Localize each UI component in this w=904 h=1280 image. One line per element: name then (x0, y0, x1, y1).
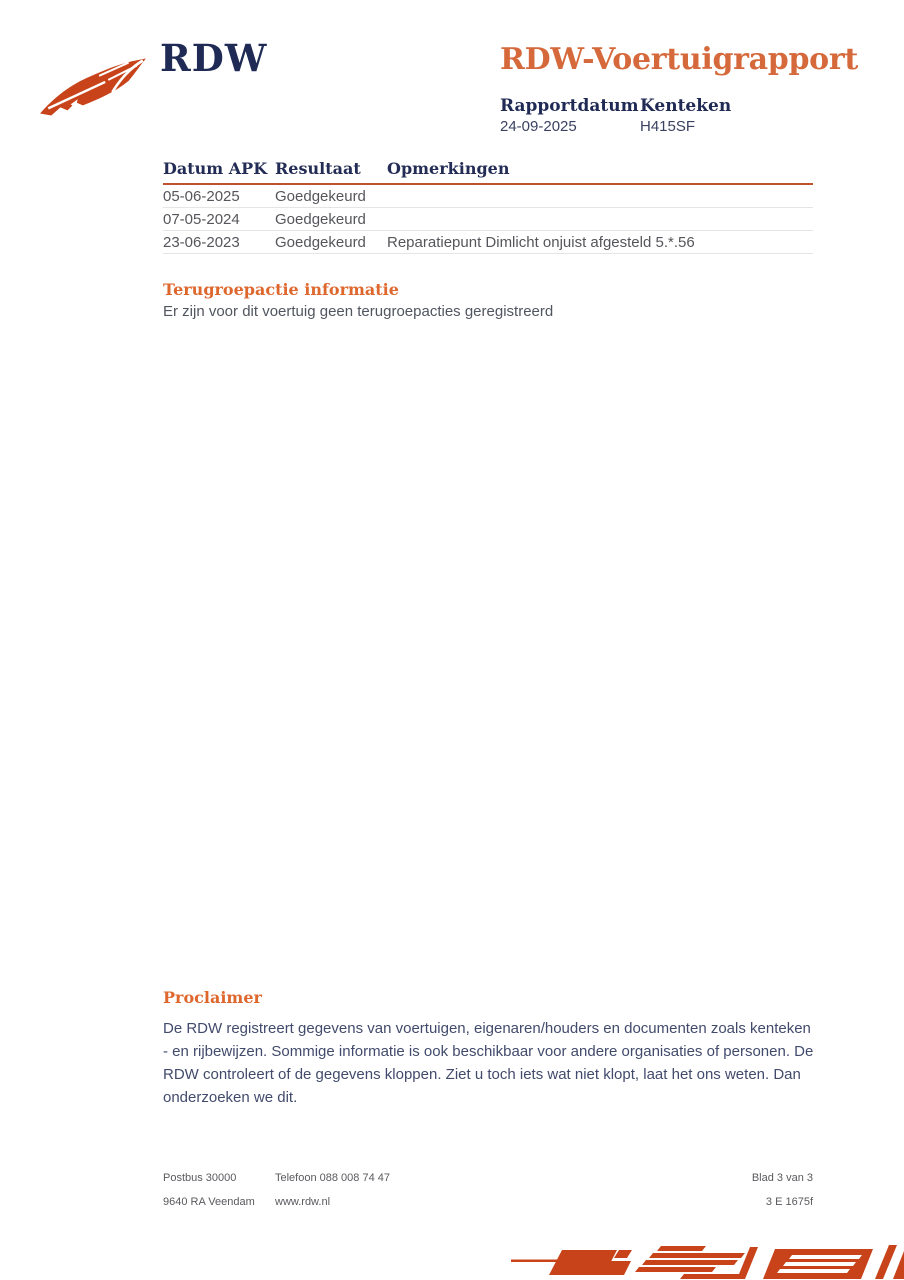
table-row (163, 184, 813, 208)
page-title: RDW-Voertuigrapport (500, 42, 858, 77)
apk-history-table (163, 159, 813, 254)
rdw-stripes-graphic (505, 1241, 904, 1280)
footer-page-indicator: Blad 3 van 3 (751, 1172, 813, 1184)
footer-doc-code: 3 E 1675f (765, 1196, 813, 1208)
proclaimer-section-text: De RDW registreert gegevens van voertuigen, eigenaren/houders en documenten zoals kenteken - en rijbewijzen. Sommige informatie is ook beschikbaar voor andere organisaties of personen. De RDW controleert of de gegevens kloppen. Ziet u toch iets wat niet klopt, laat het ons weten. Dan onderzoeken we dit. (163, 1020, 814, 1106)
table-row (163, 231, 813, 254)
table-row (163, 208, 813, 231)
report-date-label: Rapportdatum (500, 96, 639, 116)
report-date-value: 24-09-2025 (500, 118, 577, 135)
cell-opmerkingen (387, 184, 813, 208)
footer-phone: Telefoon 088 008 74 47 (275, 1172, 390, 1184)
footer-address-line2: 9640 RA Veendam (163, 1196, 255, 1208)
cell-datum: 23-06-2023 (163, 231, 275, 254)
cell-resultaat: Goedgekeurd (275, 208, 387, 231)
recall-section-heading: Terugroepactie informatie (163, 280, 399, 299)
cell-resultaat: Goedgekeurd (275, 231, 387, 254)
cell-datum: 05-06-2025 (163, 184, 275, 208)
cell-opmerkingen (387, 208, 813, 231)
rdw-logo-text: RDW (160, 36, 268, 80)
license-plate-label: Kenteken (640, 96, 732, 116)
cell-opmerkingen: Reparatiepunt Dimlicht onjuist afgesteld 5.*.56 (387, 231, 813, 254)
license-plate-value: H415SF (640, 118, 696, 135)
column-header-datum-apk: Datum APK (163, 159, 275, 184)
column-header-resultaat: Resultaat (275, 159, 387, 184)
rdw-feather-icon (36, 50, 150, 122)
cell-resultaat: Goedgekeurd (275, 184, 387, 208)
footer-address-line1: Postbus 30000 (163, 1172, 237, 1184)
footer-website: www.rdw.nl (275, 1196, 331, 1208)
table-header-row (163, 159, 813, 184)
proclaimer-section-heading: Proclaimer (163, 988, 262, 1007)
recall-section-text: Er zijn voor dit voertuig geen terugroepacties geregistreerd (163, 303, 554, 320)
cell-datum: 07-05-2024 (163, 208, 275, 231)
column-header-opmerkingen: Opmerkingen (387, 159, 813, 184)
